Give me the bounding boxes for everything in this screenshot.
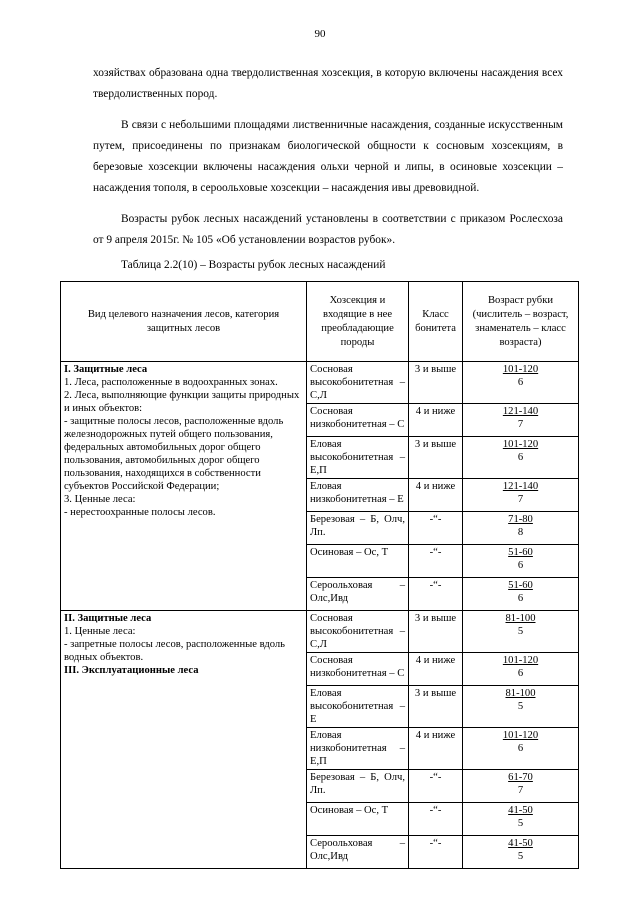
section-cell: Сероольховая – Олс,Ивд xyxy=(307,578,409,611)
harvest-age-table xyxy=(60,281,579,869)
category-cell xyxy=(61,611,307,869)
harvest-age: 51-60 xyxy=(508,547,533,558)
age-class: 8 xyxy=(517,527,524,538)
section-cell: Сероольховая – Олс,Ивд xyxy=(307,836,409,869)
body-text xyxy=(93,63,563,251)
age-cell xyxy=(463,362,579,404)
harvest-age: 101-120 xyxy=(502,730,539,741)
page-number: 90 xyxy=(314,28,326,40)
harvest-age: 51-60 xyxy=(508,580,533,591)
age-class: 6 xyxy=(517,452,524,463)
age-class: 6 xyxy=(517,743,524,754)
table-row xyxy=(61,362,579,404)
table-caption: Таблица 2.2(10) – Возрасты рубок лесных насаждений xyxy=(121,259,386,271)
class-cell: 4 и ниже xyxy=(409,653,463,686)
harvest-age: 41-50 xyxy=(508,805,533,816)
age-cell xyxy=(463,611,579,653)
age-cell xyxy=(463,404,579,437)
header-section: Хозсекция и входящие в нее преобладающие породы xyxy=(307,282,409,362)
section-cell: Еловая низкобонитетная – Е,П xyxy=(307,728,409,770)
harvest-age: 81-100 xyxy=(505,688,536,699)
category-line: - защитные полосы лесов, расположенные вдоль железнодорожных путей общего пользования, федеральных автомобильных дорог общего пользования, автомобильных дорог общего пользования, находящихся в собственности субъектов Российской Федерации; xyxy=(64,416,284,492)
harvest-age: 81-100 xyxy=(505,613,536,624)
age-cell xyxy=(463,437,579,479)
age-cell xyxy=(463,803,579,836)
category-heading: I. Защитные леса xyxy=(64,364,148,375)
age-class: 5 xyxy=(517,626,524,637)
paragraph: В связи с небольшими площадями лиственничные насаждения, созданные искусственным путем, присоединены по признакам биологической общности к сосновым хозсекциям, в березовые хозсекции включены насаждения ольхи черной и липы, в осиновые хозсекции – насаждения тополя, в сероольховые хозсекции – насаждения ивы древовидной. xyxy=(93,119,563,194)
section-cell: Березовая – Б, Олч, Лп. xyxy=(307,512,409,545)
class-cell: 3 и выше xyxy=(409,362,463,404)
age-class: 6 xyxy=(517,668,524,679)
age-cell xyxy=(463,770,579,803)
age-class: 6 xyxy=(517,560,524,571)
section-cell: Осиновая – Ос, Т xyxy=(307,803,409,836)
category-cell xyxy=(61,362,307,611)
age-class: 5 xyxy=(517,701,524,712)
section-cell: Еловая высокобонитетная – Е xyxy=(307,686,409,728)
class-cell: 4 и ниже xyxy=(409,479,463,512)
category-line: - запретные полосы лесов, расположенные вдоль водных объектов. xyxy=(64,639,285,663)
harvest-age: 71-80 xyxy=(508,514,533,525)
class-cell: 3 и выше xyxy=(409,686,463,728)
category-line: 3. Ценные леса: xyxy=(64,494,136,505)
category-line: 1. Леса, расположенные в водоохранных зонах. xyxy=(64,377,278,388)
paragraph: Возрасты рубок лесных насаждений установлены в соответствии с приказом Рослесхоза от 9 апреля 2015г. № 105 «Об установлении возрастов рубок». xyxy=(93,213,563,246)
section-cell: Сосновая низкобонитетная – С xyxy=(307,653,409,686)
harvest-age: 61-70 xyxy=(508,772,533,783)
class-cell: 4 и ниже xyxy=(409,728,463,770)
section-cell: Сосновая высокобонитетная – С,Л xyxy=(307,362,409,404)
age-cell xyxy=(463,545,579,578)
age-class: 6 xyxy=(517,377,524,388)
age-cell xyxy=(463,512,579,545)
header-class: Класс бонитета xyxy=(409,282,463,362)
section-cell: Сосновая высокобонитетная – С,Л xyxy=(307,611,409,653)
harvest-age: 41-50 xyxy=(508,838,533,849)
category-heading: III. Эксплуатационные леса xyxy=(64,665,199,676)
age-cell xyxy=(463,836,579,869)
harvest-age: 121-140 xyxy=(502,481,539,492)
class-cell: -“- xyxy=(409,770,463,803)
category-line: - нерестоохранные полосы лесов. xyxy=(64,507,216,518)
age-cell xyxy=(463,578,579,611)
category-heading: II. Защитные леса xyxy=(64,613,152,624)
age-class: 5 xyxy=(517,851,524,862)
class-cell: 3 и выше xyxy=(409,611,463,653)
harvest-age: 101-120 xyxy=(502,655,539,666)
class-cell: -“- xyxy=(409,545,463,578)
class-cell: -“- xyxy=(409,803,463,836)
harvest-age: 101-120 xyxy=(502,439,539,450)
age-cell xyxy=(463,686,579,728)
header-age: Возраст рубки (числитель – возраст, знаменатель – класс возраста) xyxy=(463,282,579,362)
class-cell: 3 и выше xyxy=(409,437,463,479)
paragraph: хозяйствах образована одна твердолиственная хозсекция, в которую включены насаждения всех твердолиственных пород. xyxy=(93,67,563,100)
harvest-age: 101-120 xyxy=(502,364,539,375)
section-cell: Березовая – Б, Олч, Лп. xyxy=(307,770,409,803)
class-cell: 4 и ниже xyxy=(409,404,463,437)
class-cell: -“- xyxy=(409,578,463,611)
table-row xyxy=(61,611,579,653)
category-line: 1. Ценные леса: xyxy=(64,626,136,637)
age-class: 7 xyxy=(517,494,524,505)
table-header-row xyxy=(61,282,579,362)
age-class: 6 xyxy=(517,593,524,604)
section-cell: Еловая низкобонитетная – Е xyxy=(307,479,409,512)
class-cell: -“- xyxy=(409,512,463,545)
age-cell xyxy=(463,653,579,686)
section-cell: Сосновая низкобонитетная – С xyxy=(307,404,409,437)
class-cell: -“- xyxy=(409,836,463,869)
age-cell xyxy=(463,479,579,512)
age-class: 5 xyxy=(517,818,524,829)
section-cell: Еловая высокобонитетная – Е,П xyxy=(307,437,409,479)
header-purpose: Вид целевого назначения лесов, категория защитных лесов xyxy=(61,282,307,362)
age-class: 7 xyxy=(517,419,524,430)
harvest-age: 121-140 xyxy=(502,406,539,417)
age-class: 7 xyxy=(517,785,524,796)
section-cell: Осиновая – Ос, Т xyxy=(307,545,409,578)
category-line: 2. Леса, выполняющие функции защиты природных и иных объектов: xyxy=(64,390,300,414)
age-cell xyxy=(463,728,579,770)
